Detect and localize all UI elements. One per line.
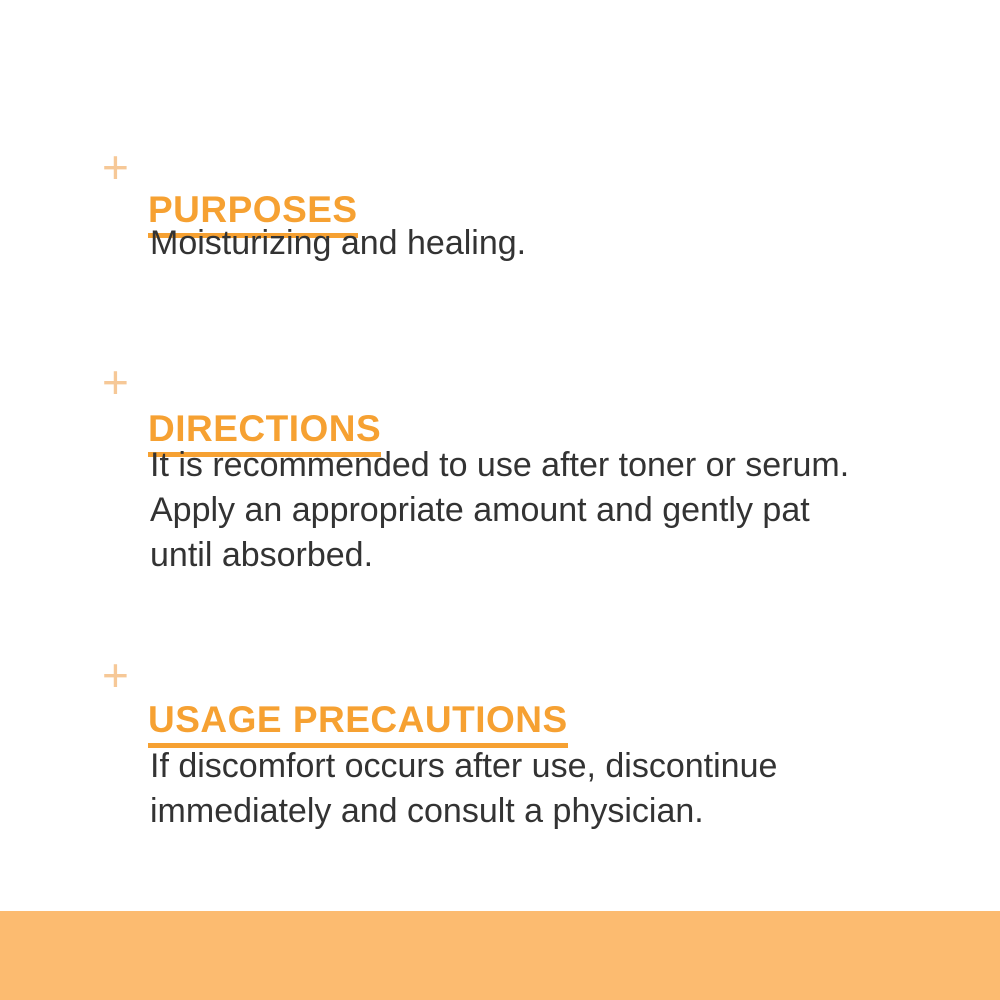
body-line: immediately and consult a physician. bbox=[150, 792, 704, 830]
plus-icon: + bbox=[102, 141, 129, 193]
body-line: Moisturizing and healing. bbox=[150, 224, 527, 262]
body-line: It is recommended to use after toner or serum. bbox=[150, 446, 850, 484]
footer-accent-band bbox=[0, 911, 1000, 1000]
body-line: Apply an appropriate amount and gently pat bbox=[150, 491, 810, 529]
section-title-purposes: PURPOSES bbox=[148, 191, 358, 238]
section-title-usage-precautions: USAGE PRECAUTIONS bbox=[148, 701, 568, 748]
section-body-purposes bbox=[150, 221, 526, 266]
section-body-usage-precautions bbox=[150, 744, 777, 834]
plus-icon: + bbox=[102, 649, 129, 701]
plus-icon: + bbox=[102, 356, 129, 408]
body-line: until absorbed. bbox=[150, 536, 374, 574]
section-body-directions bbox=[150, 443, 849, 578]
body-line: If discomfort occurs after use, discontinue bbox=[150, 747, 778, 785]
section-title-directions: DIRECTIONS bbox=[148, 410, 381, 457]
